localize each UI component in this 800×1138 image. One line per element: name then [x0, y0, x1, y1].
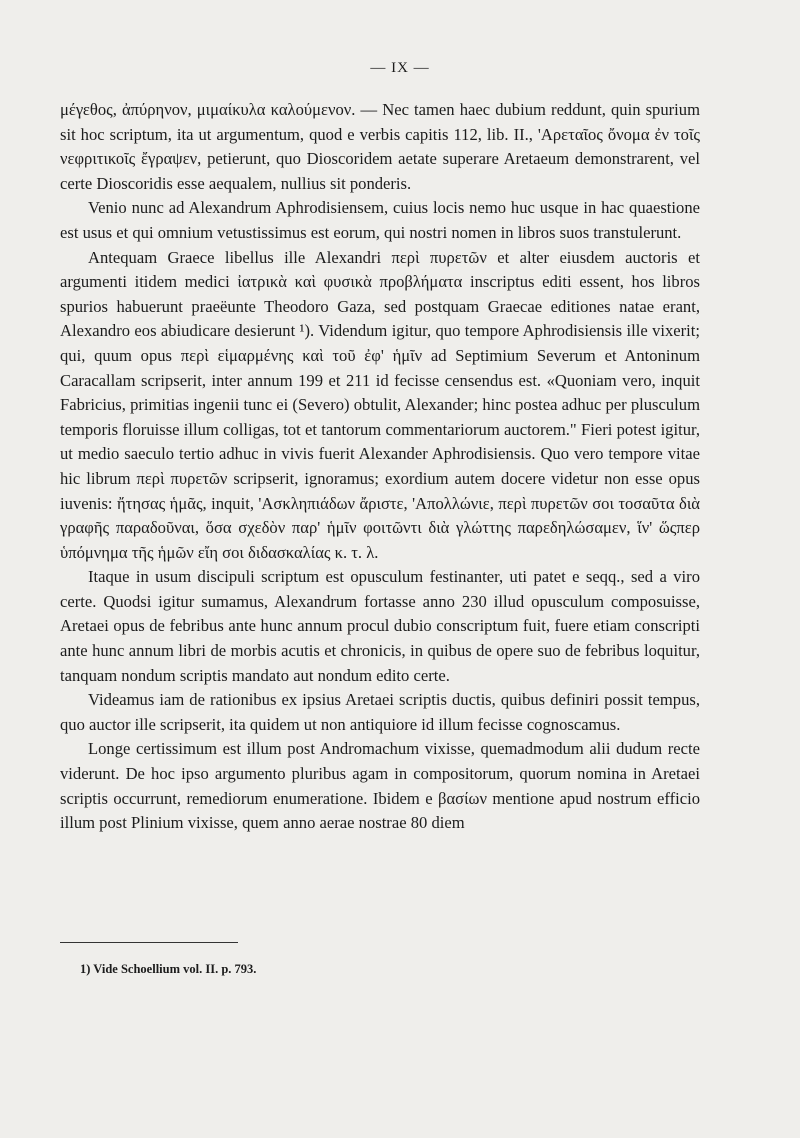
paragraph-5: Videamus iam de rationibus ex ipsius Aretaei scriptis ductis, quibus definiri possit tempus, quo auctor ille scripserit, ita quidem ut non antiquiore id illum fecisse cognoscamus. — [60, 690, 700, 734]
paragraph-1: μέγεθος, ἀπύρηνον, μιμαίκυλα καλούμενον. — Nec tamen haec dubium reddunt, quin spurium sit hoc scriptum, ita ut argumentum, quod e verbis capitis 112, lib. II., 'Αρεταῖος ὄνομα ἐν τοῖς νεφριτικοῖς ἔγραψεν, petierunt, quo Dioscoridem aetate superare Aretaeum demonstrarent, vel certe Dioscoridis esse aequalem, nullius sit ponderis. — [60, 100, 700, 193]
page-number: — IX — — [370, 60, 430, 76]
paragraph-4: Itaque in usum discipuli scriptum est opusculum festinanter, uti patet e seqq., sed a viro certe. Quodsi igitur sumamus, Alexandrum fortasse anno 230 illud opusculum composuisse, Aretaei opus de febribus ante hunc annum procul dubio conscriptum fuit, fuere etiam conscripti ante hunc annum libri de morbis acutis et chronicis, in quibus de opere suo de febribus loquitur, tanquam nondum scriptis mandato aut nondum edito certe. — [60, 567, 700, 685]
paragraph-6: Longe certissimum est illum post Andromachum vixisse, quemadmodum alii dudum recte viderunt. De hoc ipso argumento pluribus agam in compositorum, quorum nomina in Aretaei scriptis occurrunt, remediorum enumeratione. Ibidem e βασίων mentione apud nostrum efficio illum post Plinium vixisse, quem anno aerae nostrae 80 diem — [60, 739, 700, 833]
footnote-divider — [60, 942, 238, 943]
body-text — [60, 98, 700, 836]
paragraph-2: Venio nunc ad Alexandrum Aphrodisiensem, cuius locis nemo huc usque in hac quaestione est usus et qui omnium vetustissimus est eorum, qui nostri nomen in libros suos transtulerunt. — [60, 198, 700, 242]
footnote: 1) Vide Schoellium vol. II. p. 793. — [80, 962, 257, 976]
paragraph-3: Antequam Graece libellus ille Alexandri περὶ πυρετῶν et alter eiusdem auctoris et argumenti itidem medici ἰατρικὰ καὶ φυσικὰ προβλήματα inscriptus editi essent, hos libros spurios habuerunt praeëunte Theodoro Gaza, sed postquam Graecae editiones natae erant, Alexandro eos abiudicare desierunt ¹). Videndum igitur, quo tempore Aphrodisiensis ille vixerit; qui, quum opus περὶ εἱμαρμένης καὶ τοῦ ἐφ' ἡμῖν ad Septimium Severum et Antoninum Caracallam scripserit, inter annum 199 et 211 id fecisse censendus est. «Quoniam vero, inquit Fabricius, primitias ingenii tunc ei (Severo) obtulit, Alexander; hinc postea adhuc per plusculum temporis floruisse illum colligas, tot et tantorum commentariorum auctorem." Fieri potest igitur, ut medio saeculo tertio adhuc in vivis fuerit Alexander Aphrodisiensis. Quo vero tempore vitae hic librum περὶ πυρετῶν scripserit, ignoramus; exordium autem docere videtur non esse opus iuvenis: ἤτησας ἡμᾶς, inquit, 'Ασκληπιάδων ἄριστε, 'Απολλώνιε, περὶ πυρετῶν σοι τοσαῦτα διὰ γραφῆς παραδοῦναι, ὅσα σχεδὸν παρ' ἡμῖν φοιτῶντι διὰ γλώττης παρεδηλώσαμεν, ἵν' ὥςπερ ὑπόμνημα τῆς ἡμῶν εἴη σοι διδασκαλίας κ. τ. λ. — [60, 247, 700, 562]
